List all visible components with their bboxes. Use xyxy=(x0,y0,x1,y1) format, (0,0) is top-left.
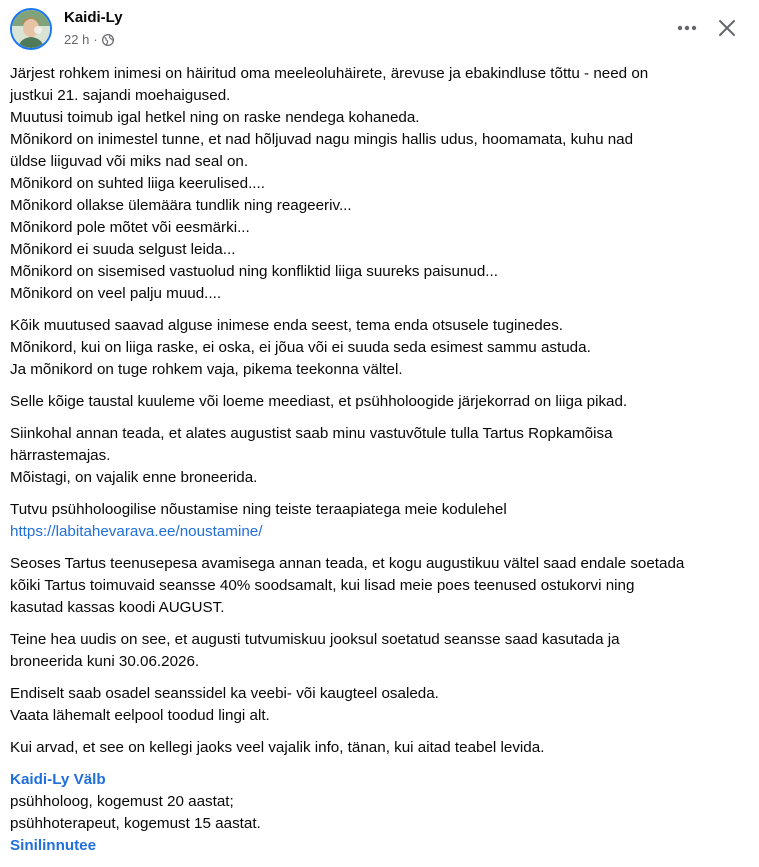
text-line: Vaata lähemalt eelpool toodud lingi alt. xyxy=(10,707,270,724)
text-line: üldse liiguvad või miks nad seal on. xyxy=(10,153,249,170)
close-button[interactable] xyxy=(710,11,744,45)
hashtag-link[interactable]: Sinilinnutee xyxy=(10,837,97,854)
text-line: Mõistagi, on vajalik enne broneerida. xyxy=(10,469,258,486)
post-time[interactable]: 22 h xyxy=(64,32,90,47)
text-line: Mõnikord pole mõtet või eesmärki... xyxy=(10,219,250,236)
signature-name-link[interactable]: Kaidi-Ly Välb xyxy=(10,771,106,788)
more-options-button[interactable] xyxy=(670,11,704,45)
text-line: Endiselt saab osadel seanssidel ka veebi- või kaugteel osaleda. xyxy=(10,685,439,702)
paragraph-1 xyxy=(10,63,750,305)
text-line: kõiki Tartus toimuvaid seansse 40% soodsamalt, kui lisad meie poes teenused ostukorvi ning xyxy=(10,577,635,594)
text-line: Ja mõnikord on tuge rohkem vaja, pikema teekonna vältel. xyxy=(10,361,403,378)
text-line: Selle kõige taustal kuuleme või loeme meediast, et psühholoogide järjekorrad on liiga pikad. xyxy=(10,393,628,410)
text-line: Järjest rohkem inimesi on häiritud oma meeleoluhäirete, ärevuse ja ebakindluse tõttu - need on xyxy=(10,65,649,82)
meta-separator: · xyxy=(93,32,98,47)
paragraph-8 xyxy=(10,683,750,727)
text-line: Tutvu psühholoogilise nõustamise ning teiste teraapiatega meie kodulehel xyxy=(10,501,507,518)
more-horizontal-icon xyxy=(677,25,697,31)
post-author[interactable]: Kaidi-Ly xyxy=(64,9,123,26)
paragraph-4 xyxy=(10,423,750,489)
text-line: Mõnikord, kui on liiga raske, ei oska, ei jõua või ei suuda seda esimest sammu astuda. xyxy=(10,339,591,356)
close-icon xyxy=(718,19,736,37)
text-line: Teine hea uudis on see, et augusti tutvumiskuu jooksul soetatud seansse saad kasutada ja xyxy=(10,631,620,648)
post-header xyxy=(0,0,759,60)
text-line: Seoses Tartus teenusepesa avamisega annan teada, et kogu augustikuu vältel saad endale soetada xyxy=(10,555,685,572)
text-line: Mõnikord on suhted liiga keerulised.... xyxy=(10,175,265,192)
text-line: Mõnikord ollakse ülemäära tundlik ning reageeriv... xyxy=(10,197,352,214)
signature-line: psühholoog, kogemust 20 aastat; xyxy=(10,793,234,810)
text-line: Mõnikord ei suuda selgust leida... xyxy=(10,241,236,258)
website-link[interactable]: https://labitahevarava.ee/noustamine/ xyxy=(10,523,263,540)
text-line: Mõnikord on sisemised vastuolud ning konfliktid liiga suureks paisunud... xyxy=(10,263,498,280)
paragraph-5 xyxy=(10,499,750,543)
signature xyxy=(10,769,750,857)
text-line: Mõnikord on veel palju muud.... xyxy=(10,285,222,302)
avatar[interactable] xyxy=(10,8,52,50)
text-line: kasutad kassas koodi AUGUST. xyxy=(10,599,225,616)
paragraph-2 xyxy=(10,315,750,381)
signature-line: psühhoterapeut, kogemust 15 aastat. xyxy=(10,815,261,832)
text-line: Muutusi toimub igal hetkel ning on raske nendega kohaneda. xyxy=(10,109,420,126)
globe-icon[interactable] xyxy=(102,34,114,46)
text-line: Kui arvad, et see on kellegi jaoks veel vajalik info, tänan, kui aitad teabel levida. xyxy=(10,739,545,756)
text-line: broneerida kuni 30.06.2026. xyxy=(10,653,200,670)
paragraph-3 xyxy=(10,391,750,413)
text-line: härrastemajas. xyxy=(10,447,111,464)
text-line: Kõik muutused saavad alguse inimese enda seest, tema enda otsusele tuginedes. xyxy=(10,317,564,334)
post-body xyxy=(10,63,750,867)
text-line: Siinkohal annan teada, et alates augustist saab minu vastuvõtule tulla Tartus Ropkamõisa xyxy=(10,425,613,442)
text-line: justkui 21. sajandi moehaigused. xyxy=(10,87,231,104)
paragraph-7 xyxy=(10,629,750,673)
paragraph-9 xyxy=(10,737,750,759)
post-meta xyxy=(64,32,114,48)
avatar-photo-icon xyxy=(12,10,50,48)
text-line: Mõnikord on inimestel tunne, et nad hõljuvad nagu mingis hallis udus, hoomamata, kuhu nad xyxy=(10,131,634,148)
paragraph-6 xyxy=(10,553,750,619)
